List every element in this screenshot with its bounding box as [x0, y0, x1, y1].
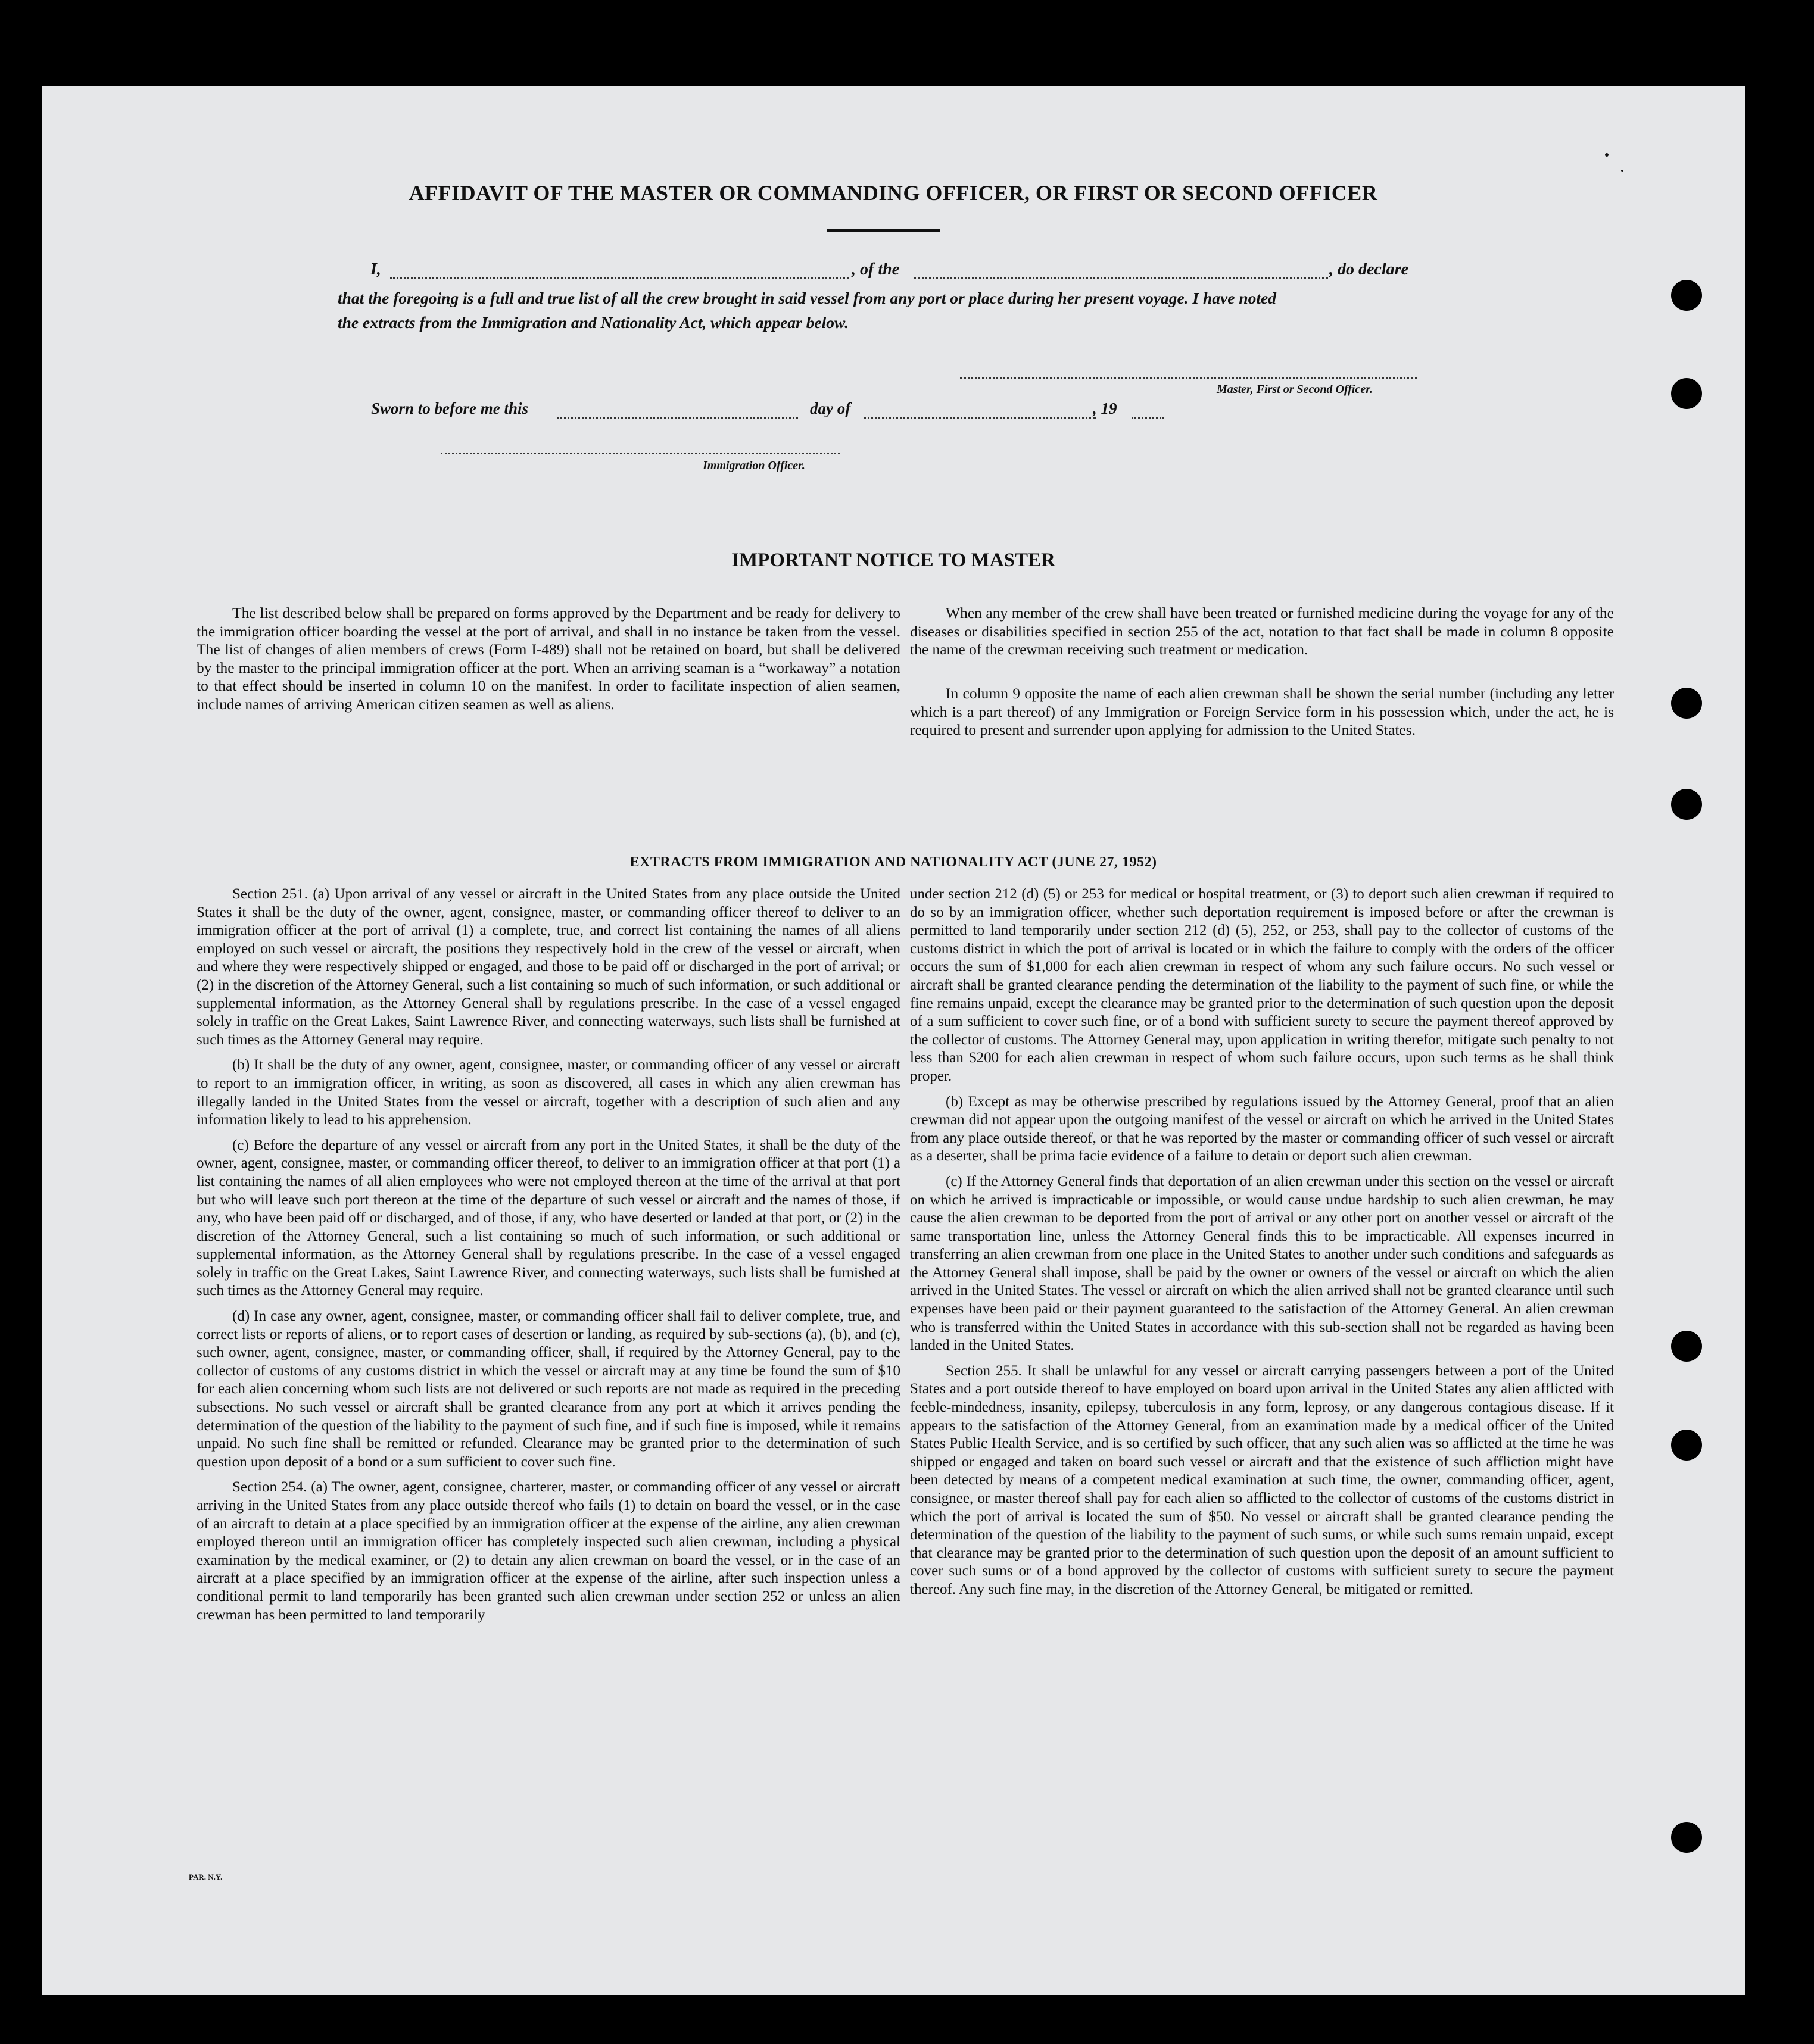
affidavit-title: AFFIDAVIT OF THE MASTER OR COMMANDING OFFICER, OR FIRST OR SECOND OFFICER — [409, 181, 1378, 205]
binder-hole-6 — [1671, 1430, 1702, 1461]
binder-hole-1 — [1671, 280, 1702, 311]
extracts-title: EXTRACTS FROM IMMIGRATION AND NATIONALITY ACT (JUNE 27, 1952) — [629, 854, 1157, 870]
declarant-label: I, — [370, 260, 381, 279]
declarant-name-field[interactable] — [390, 277, 849, 279]
section-251-b: (b) It shall be the duty of any owner, agent, consignee, master, or commanding officer of any vessel or aircraft to report to an immigration officer, in writing, as soon as discovered, all cases in which any alien crewman has illegally landed in the United States from the vessel or aircraft, together with a description of such alien and any information likely to lead to his apprehension. — [197, 1057, 900, 1128]
section-251-c: (c) Before the departure of any vessel or aircraft from any port in the United States, it shall be the duty of the owner, agent, consignee, master, or commanding officer thereof, to deliver to an immigration officer at that port (1) a list containing the names of all alien employees who were not employed thereon at the time of the arrival at that port but who will leave such port thereon at the time of the departure of such vessel or aircraft and the names of those, if any, who have been paid off or discharged, and of those, if any, who have deserted or landed at that port, or (2) in the discretion of the Attorney General, such a list containing so much of such information, or such additional or supplemental information, as the Attorney General shall by regulations prescribe. In the case of a vessel engaged solely in traffic on the Great Lakes, Saint Lawrence River, and connecting waterways, such lists shall be furnished at such times as the Attorney General may require. — [197, 1137, 900, 1299]
year-label: , 19 — [1093, 400, 1117, 417]
immigration-officer-label: Immigration Officer. — [703, 459, 805, 472]
immigration-officer-signature-line[interactable] — [441, 453, 840, 454]
day-of-label: day of — [810, 400, 851, 417]
form-page — [42, 86, 1745, 1995]
sworn-day-field[interactable] — [557, 417, 798, 419]
binder-hole-7 — [1671, 1822, 1702, 1853]
vessel-name-field[interactable] — [914, 277, 1328, 279]
sworn-year-field[interactable] — [1132, 417, 1164, 419]
sworn-label: Sworn to before me this — [371, 400, 529, 417]
notice-right-paragraph-2: In column 9 opposite the name of each alien crewman shall be shown the serial number (including any letter which is a part thereof) of any Immigration or Foreign Service form in his possession which, under the act, he is required to present and surrender upon applying for admission to the United States. — [910, 685, 1614, 739]
section-255: Section 255. It shall be unlawful for any vessel or aircraft carrying passengers between a port of the United States and a port outside thereof to have employed on board upon arrival in the United States any alien afflicted with feeble-mindedness, insanity, epilepsy, tuberculosis in any form, leprosy, or any dangerous contagious disease. If it appears to the satisfaction of the Attorney General, from an examination made by a medical officer of the United States Public Health Service, and is so certified by such officer, that any such alien was so afflicted at the time he was shipped or engaged and taken on board such vessel or aircraft and that the existence of such affliction might have been detected by means of a competent medical examination at such time, the owner, commanding officer, agent, consignee, or master thereof shall pay for each alien so afflicted to the collector of customs of the customs district in which the port of arrival is located the sum of $50. No vessel or aircraft shall be granted clearance pending the determination of the question of the liability to the payment of such sums, or while such sums remain unpaid, except that clearance may be granted prior to the determination of such question upon the deposit of an amount sufficient to cover such sums or of a bond approved by the collector of customs with sufficient surety to secure the payment thereof. Any such fine may, in the discretion of the Attorney General, be mitigated or remitted. — [910, 1362, 1614, 1597]
binder-hole-4 — [1671, 789, 1702, 820]
printer-mark: PAR. N.Y. — [189, 1873, 223, 1881]
section-254-c: (c) If the Attorney General finds that deportation of an alien crewman under this section on the vessel or aircraft on which he arrived is impracticable or impossible, or would cause undue hardship to such alien crewman, he may cause the alien crewman to be deported from the port of arrival or any other port on another vessel or aircraft of the same transportation line, unless the Attorney General finds this to be impracticable. All expenses incurred in transferring an alien crewman from one place in the United States to another under such conditions and safeguards as the Attorney General shall impose, shall be paid by the owner or owners of the vessel or aircraft on which the alien arrived in the United States. The vessel or aircraft on which the alien arrived shall not be granted clearance until such expenses have been paid or their payment guaranteed to the satisfaction of the Attorney General. An alien crewman who is transferred within the United States in accordance with this sub-section shall not be regarded as having been landed in the United States. — [910, 1173, 1614, 1354]
extracts-left-column — [197, 885, 900, 1631]
speck — [1605, 153, 1609, 157]
section-254-a: Section 254. (a) The owner, agent, consignee, charterer, master, or commanding officer of any vessel or aircraft arriving in the United States from any place outside thereof who fails (1) to detain on board the vessel, or in the case of an aircraft to detain at a place specified by an immigration officer at the expense of the airline, any alien crewman employed thereon until an immigration officer has completely inspected such alien crewman, including a physical examination by the medical examiner, or (2) to detain any alien crewman on board the vessel, or in the case of an aircraft at a place specified by an immigration officer at the expense of the airline, after such inspection unless a conditional permit to land temporarily has been granted such alien crewman under section 252 or unless an alien crewman has been permitted to land temporarily — [197, 1479, 900, 1623]
master-signature-label: Master, First or Second Officer. — [1217, 383, 1373, 396]
declaration-line-2: the extracts from the Immigration and Nationality Act, which appear below. — [338, 313, 849, 332]
declaration-line-1: that the foregoing is a full and true list of all the crew brought in said vessel from any port or place during her present voyage. I have noted — [338, 289, 1276, 307]
of-the-label: , of the — [852, 260, 900, 279]
binder-hole-2 — [1671, 378, 1702, 409]
do-declare-label: , do declare — [1329, 260, 1408, 279]
notice-title: IMPORTANT NOTICE TO MASTER — [731, 550, 1055, 571]
section-254-a-continued: under section 212 (d) (5) or 253 for medical or hospital treatment, or (3) to deport such alien crewman if required to do so by an immigration officer, whether such deportation requirement is imposed before or after the crewman is permitted to land temporarily under section 212 (d) (5), 252, or 253, shall pay to the collector of customs of the customs district in which the port of arrival is located or in which the failure to comply with the orders of the officer occurs the sum of $1,000 for each alien crewman in respect of whom any such failure occurs. No such vessel or aircraft shall be granted clearance pending the determination of the liability to the payment of such fine, or while the fine remains unpaid, except the clearance may be granted prior to the determination of such question upon the deposit of a sum sufficient to cover such fine, or of a bond with sufficient surety to secure the payment thereof approved by the collector of customs. The Attorney General may, upon application in writing therefor, mitigate such penalty to not less than $200 for each alien crewman in respect of whom such failure occurs, upon such terms as he shall think proper. — [910, 886, 1614, 1084]
binder-hole-3 — [1671, 688, 1702, 719]
section-251-a: Section 251. (a) Upon arrival of any vessel or aircraft in the United States from any place outside the United States it shall be the duty of the owner, agent, consignee, master, or commanding officer thereof to deliver to an immigration officer at the port of arrival (1) a complete, true, and correct list containing the names of all aliens employed on such vessel or aircraft, the positions they respectively hold in the crew of the vessel or aircraft, when and where they were respectively shipped or engaged, and those to be paid off or discharged in the port of arrival; or (2) in the discretion of the Attorney General, such a list containing so much of such information, or such additional or supplemental information, as the Attorney General shall by regulations prescribe. In the case of a vessel engaged solely in traffic on the Great Lakes, Saint Lawrence River, and connecting waterways, such lists shall be furnished at such times as the Attorney General may require. — [197, 886, 900, 1048]
master-signature-line[interactable] — [960, 377, 1417, 379]
speck — [1621, 170, 1623, 172]
extracts-right-column — [910, 885, 1614, 1606]
sworn-month-field[interactable] — [864, 417, 1096, 419]
section-254-b: (b) Except as may be otherwise prescribed by regulations issued by the Attorney General, proof that an alien crewman did not appear upon the outgoing manifest of the vessel or aircraft on which he arrived in the United States from any place outside thereof, or that he was reported by the master or commanding officer of such vessel or aircraft as a deserter, shall be prima facie evidence of a failure to detain or deport such alien crewman. — [910, 1093, 1614, 1165]
notice-left-paragraph: The list described below shall be prepared on forms approved by the Department and be ready for delivery to the immigration officer boarding the vessel at the port of arrival, and shall in no instance be taken from the vessel. The list of changes of alien members of crews (Form I-489) shall not be retained on board, but shall be delivered by the master to the principal immigration officer at the port. When an arriving seaman is a “workaway” a notation to that effect should be inserted in column 10 on the manifest. In order to facilitate inspection of alien seamen, include names of arriving American citizen seamen as well as aliens. — [197, 604, 900, 713]
section-251-d: (d) In case any owner, agent, consignee, master, or commanding officer shall fail to deliver complete, true, and correct lists or reports of aliens, or to report cases of desertion or landing, as required by sub-sections (a), (b), and (c), such owner, agent, consignee, master, or commanding officer, shall, if required by the Attorney General, pay to the collector of customs of any customs district in which the vessel or aircraft may at any time be found the sum of $10 for each alien concerning whom such lists are not delivered or such reports are not made as required in the preceding subsections. No such vessel or aircraft shall be granted clearance from any port at which it arrives pending the determination of the question of the liability to the payment of such fine, and if such fine is imposed, while it remains unpaid. No such fine shall be remitted or refunded. Clearance may be granted prior to the determination of such question upon deposit of a bond or a sum sufficient to cover such fine. — [197, 1308, 900, 1470]
binder-hole-5 — [1671, 1331, 1702, 1362]
title-rule — [827, 229, 940, 232]
notice-right-paragraph-1: When any member of the crew shall have been treated or furnished medicine during the voyage for any of the diseases or disabilities specified in section 255 of the act, notation to that fact shall be made in column 8 opposite the name of the crewman receiving such treatment or medication. — [910, 604, 1614, 659]
